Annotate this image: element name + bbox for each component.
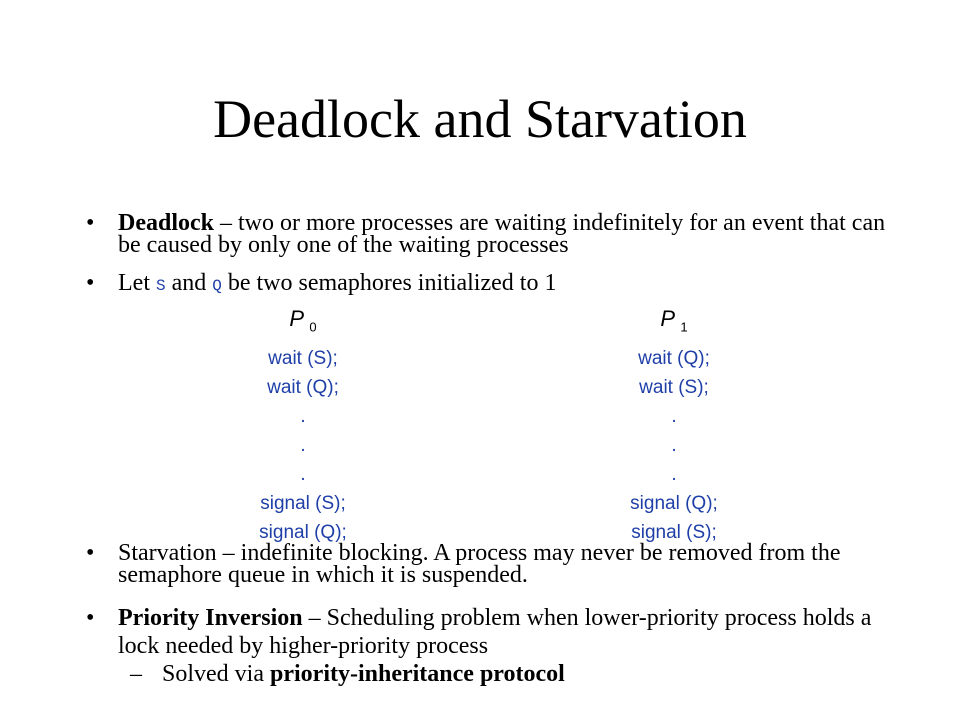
code-ellipsis-dot: . bbox=[671, 406, 677, 428]
solution-prefix: Solved via bbox=[162, 661, 270, 687]
bullet-semaphores bbox=[86, 272, 906, 297]
process-p1-label bbox=[564, 306, 784, 340]
semaphores-middle: and bbox=[165, 270, 213, 296]
code-line: wait (Q); bbox=[267, 377, 339, 399]
code-ellipsis-dot: . bbox=[671, 464, 677, 486]
deadlock-term: Deadlock bbox=[118, 210, 214, 236]
bullet-deadlock-text bbox=[118, 212, 906, 256]
bullet-priority-inversion bbox=[86, 604, 906, 660]
bullet-marker: • bbox=[86, 605, 95, 631]
bullet-semaphores-text bbox=[118, 272, 906, 297]
process-p1-code bbox=[564, 306, 784, 547]
bullet-marker: • bbox=[86, 540, 95, 566]
sub-bullet-marker: – bbox=[130, 661, 142, 687]
code-line: signal (Q); bbox=[259, 522, 347, 544]
bullet-deadlock bbox=[86, 212, 906, 256]
sub-bullet-solution bbox=[130, 662, 565, 686]
bullet-priority-inversion-text bbox=[118, 604, 906, 660]
semaphore-q: Q bbox=[212, 277, 222, 295]
process-name: P bbox=[289, 306, 304, 331]
bullet-marker: • bbox=[86, 270, 95, 296]
process-p0-label bbox=[193, 306, 413, 340]
bullet-starvation-text: Starvation – indefinite blocking. A process may never be removed from the semaphore queue in which it is suspended. bbox=[118, 540, 841, 588]
semaphores-suffix: be two semaphores initialized to 1 bbox=[221, 270, 557, 296]
priority-inversion-term: Priority Inversion bbox=[118, 605, 303, 631]
code-ellipsis-dot: . bbox=[671, 435, 677, 457]
code-ellipsis-dot: . bbox=[300, 464, 306, 486]
semaphore-s: S bbox=[155, 277, 166, 295]
solution-protocol: priority-inheritance protocol bbox=[270, 661, 565, 687]
process-p0-code bbox=[193, 306, 413, 547]
code-line: wait (Q); bbox=[638, 348, 710, 370]
bullet-starvation bbox=[86, 542, 906, 586]
bullet-marker: • bbox=[86, 210, 95, 236]
code-ellipsis-dot: . bbox=[300, 435, 306, 457]
code-line: wait (S); bbox=[639, 377, 709, 399]
semaphores-prefix: Let bbox=[118, 270, 156, 296]
priority-inversion-definition: – Scheduling problem when lower-priority process holds a lock needed by higher-priority process bbox=[118, 605, 872, 659]
slide-title: Deadlock and Starvation bbox=[213, 89, 747, 149]
deadlock-definition: – two or more processes are waiting indefinitely for an event that can be caused by only one of the waiting processes bbox=[118, 210, 886, 258]
process-subscript: 1 bbox=[680, 319, 688, 335]
code-line: signal (Q); bbox=[630, 493, 718, 515]
process-name: P bbox=[660, 306, 675, 331]
code-line: signal (S); bbox=[631, 522, 717, 544]
process-subscript: 0 bbox=[309, 319, 317, 335]
code-line: wait (S); bbox=[268, 348, 338, 370]
code-line: signal (S); bbox=[260, 493, 346, 515]
code-ellipsis-dot: . bbox=[300, 406, 306, 428]
